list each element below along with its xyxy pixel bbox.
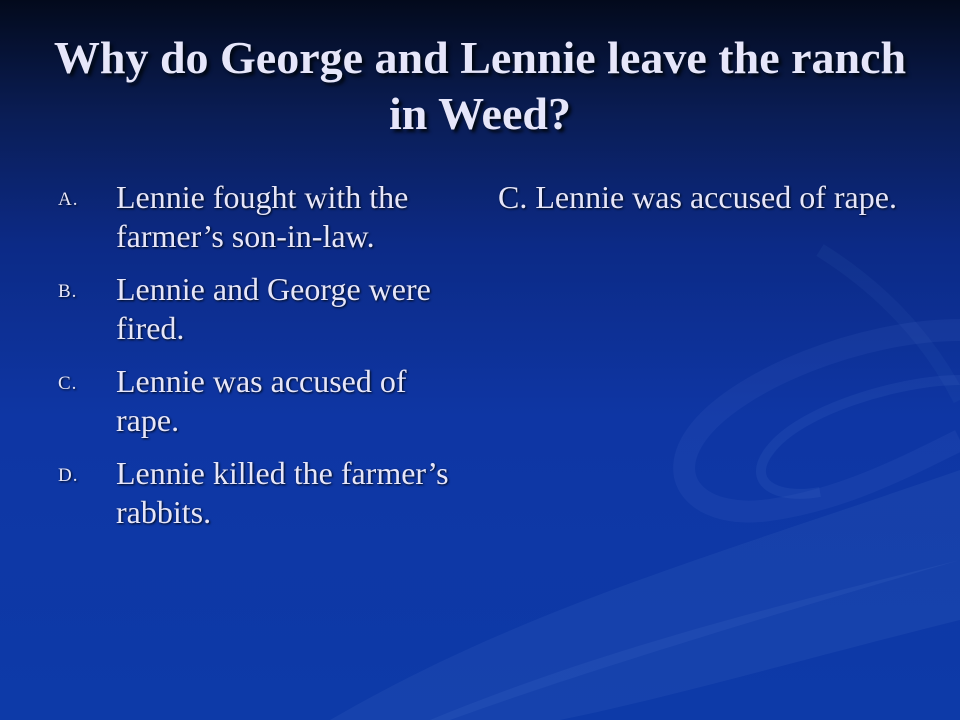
option-c-marker: C. [58,373,78,394]
option-d-marker: D. [58,465,79,486]
slide-title: Why do George and Lennie leave the ranch in Weed? [53,32,907,139]
option-b [58,270,458,348]
option-a [58,178,458,256]
option-c [58,362,458,440]
answer-options-list [58,178,458,546]
option-a-marker: A. [58,189,79,210]
option-b-marker: B. [58,281,78,302]
option-a-text: Lennie fought with the farmer’s son-in-law. [116,179,409,254]
correct-answer-text: C. Lennie was accused of rape. [498,179,897,215]
option-d [58,454,458,532]
option-c-text: Lennie was accused of rape. [116,363,407,438]
option-b-text: Lennie and George were fired. [116,271,431,346]
option-d-text: Lennie killed the farmer’s rabbits. [116,455,449,530]
